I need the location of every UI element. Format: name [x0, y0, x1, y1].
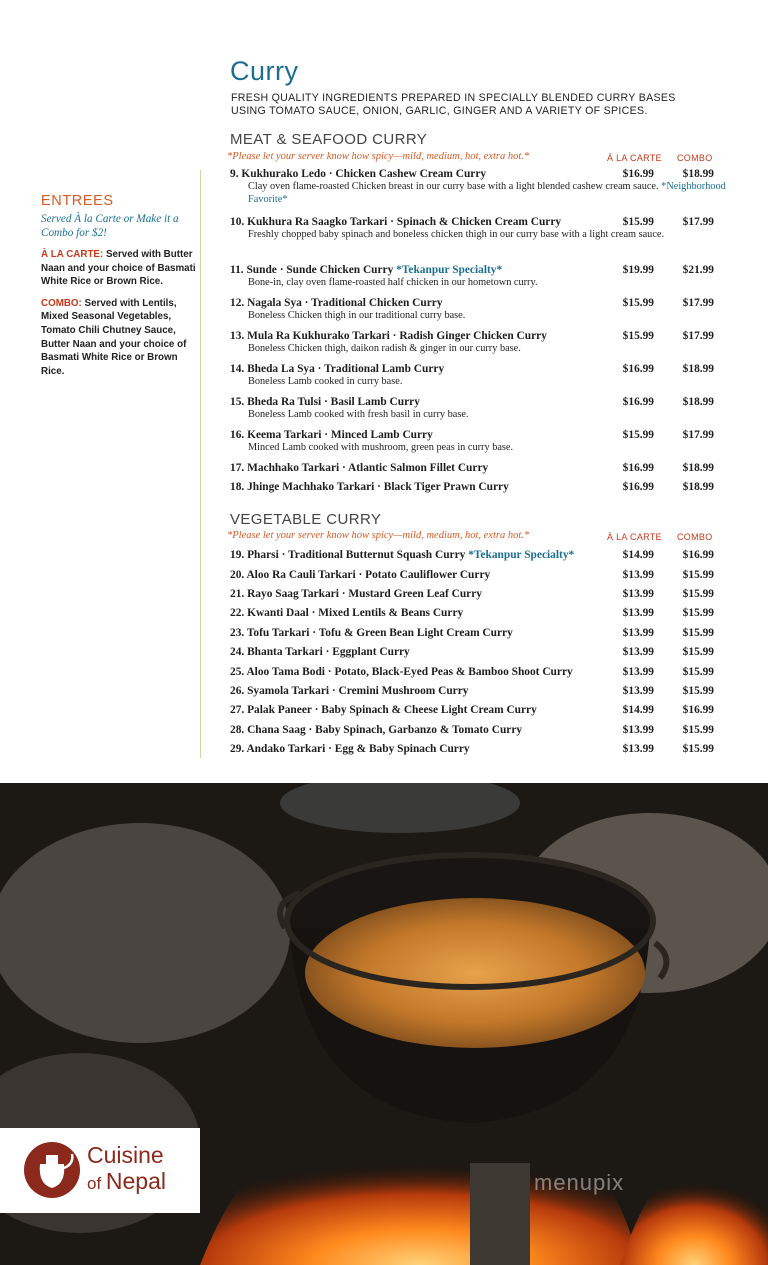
alacarte-info [41, 248, 196, 289]
item-name [230, 481, 730, 493]
item-name [230, 330, 730, 342]
item-description [230, 342, 730, 355]
logo-text [87, 1142, 166, 1197]
item-name-text: 12. Nagala Sya · Traditional Chicken Curry [230, 297, 443, 309]
item-name-text: 25. Aloo Tama Bodi · Potato, Black-Eyed Peas & Bamboo Shoot Curry [230, 666, 573, 678]
item-name [230, 549, 730, 561]
item-price-combo: $17.99 [682, 297, 714, 309]
item-price-combo: $15.99 [682, 588, 714, 600]
entrees-sidebar [41, 193, 196, 378]
item-price-alacarte: $16.99 [622, 481, 654, 493]
item-description [230, 309, 730, 322]
item-price-alacarte: $15.99 [622, 216, 654, 228]
item-price-combo: $17.99 [682, 330, 714, 342]
menu-item [230, 216, 730, 241]
menu-item [230, 666, 730, 678]
alacarte-label: À LA CARTE: [41, 249, 104, 260]
item-price-combo: $21.99 [682, 264, 714, 276]
menu-item [230, 724, 730, 736]
item-name [230, 363, 730, 375]
item-price-combo: $17.99 [682, 429, 714, 441]
item-name-text: 10. Kukhura Ra Saagko Tarkari · Spinach & Chicken Cream Curry [230, 216, 562, 228]
menu-item [230, 363, 730, 388]
item-price-combo: $16.99 [682, 704, 714, 716]
item-price-combo: $18.99 [682, 396, 714, 408]
item-description-text: Boneless Lamb cooked with fresh basil in curry base. [248, 409, 469, 420]
item-price-combo: $18.99 [682, 168, 714, 180]
item-price-alacarte: $13.99 [622, 627, 654, 639]
item-name-text: 22. Kwanti Daal · Mixed Lentils & Beans Curry [230, 607, 464, 619]
item-price-alacarte: $13.99 [622, 607, 654, 619]
item-name-text: 28. Chana Saag · Baby Spinach, Garbanzo & Tomato Curry [230, 724, 523, 736]
item-description [230, 441, 730, 454]
item-description [230, 408, 730, 421]
item-description [230, 375, 730, 388]
meat-section-heading: MEAT & SEAFOOD CURRY [230, 131, 428, 148]
item-name [230, 396, 730, 408]
item-price-alacarte: $19.99 [622, 264, 654, 276]
item-specialty-tag: *Tekanpur Specialty* [465, 549, 575, 561]
item-price-alacarte: $16.99 [622, 168, 654, 180]
item-price-alacarte: $13.99 [622, 743, 654, 755]
logo-line1: Cuisine [87, 1142, 164, 1168]
logo-of: of [87, 1174, 106, 1193]
item-name-text: 16. Keema Tarkari · Minced Lamb Curry [230, 429, 433, 441]
item-name [230, 627, 730, 639]
item-specialty-tag: *Tekanpur Specialty* [393, 264, 503, 276]
item-description [230, 180, 730, 207]
item-name-text: 14. Bheda La Sya · Traditional Lamb Curry [230, 363, 445, 375]
item-name-text: 19. Pharsi · Traditional Butternut Squash Curry [230, 549, 466, 561]
item-price-combo: $16.99 [682, 549, 714, 561]
item-name-text: 20. Aloo Ra Cauli Tarkari · Potato Cauliflower Curry [230, 569, 491, 581]
item-name [230, 588, 730, 600]
menu-item [230, 549, 730, 561]
item-price-combo: $18.99 [682, 481, 714, 493]
item-description [230, 276, 730, 289]
item-name [230, 429, 730, 441]
item-name-text: 17. Machhako Tarkari · Atlantic Salmon Fillet Curry [230, 462, 489, 474]
item-price-combo: $15.99 [682, 666, 714, 678]
item-price-alacarte: $14.99 [622, 704, 654, 716]
item-description-text: Bone-in, clay oven flame-roasted half chicken in our hometown curry. [248, 277, 538, 288]
item-name [230, 743, 730, 755]
meat-col-combo: COMBO [677, 153, 713, 163]
item-price-alacarte: $15.99 [622, 429, 654, 441]
item-price-alacarte: $13.99 [622, 646, 654, 658]
menu-item [230, 168, 730, 207]
page-subtitle: FRESH QUALITY INGREDIENTS PREPARED IN SPECIALLY BLENDED CURRY BASES USING TOMATO SAUCE, ONION, GARLIC, GINGER AND A VARIETY OF SPICES. [231, 92, 676, 117]
meat-col-alacarte: À LA CARTE [607, 153, 662, 163]
item-price-alacarte: $13.99 [622, 724, 654, 736]
item-price-alacarte: $15.99 [622, 330, 654, 342]
item-description-text: Minced Lamb cooked with mushroom, green peas in curry base. [248, 442, 514, 453]
menu-item [230, 297, 730, 322]
menu-item [230, 685, 730, 697]
item-price-combo: $15.99 [682, 724, 714, 736]
divider-line [200, 170, 201, 758]
item-description [230, 228, 730, 241]
item-name [230, 569, 730, 581]
item-name-text: 13. Mula Ra Kukhurako Tarkari · Radish Ginger Chicken Curry [230, 330, 547, 342]
page-title: Curry [230, 56, 299, 86]
menu-item [230, 627, 730, 639]
item-price-alacarte: $15.99 [622, 297, 654, 309]
item-name-text: 9. Kukhurako Ledo · Chicken Cashew Cream Curry [230, 168, 487, 180]
item-price-combo: $17.99 [682, 216, 714, 228]
item-price-alacarte: $14.99 [622, 549, 654, 561]
item-description-text: Boneless Chicken thigh, daikon radish & ginger in our curry base. [248, 343, 521, 354]
item-description-text: Freshly chopped baby spinach and boneless chicken thigh in our curry base with a light cream sauce. [248, 229, 665, 240]
item-name [230, 685, 730, 697]
menu-item [230, 330, 730, 355]
item-name-text: 11. Sunde · Sunde Chicken Curry [230, 264, 394, 276]
item-name-text: 23. Tofu Tarkari · Tofu & Green Bean Light Cream Curry [230, 627, 513, 639]
veg-spice-note: *Please let your server know how spicy—mild, medium, hot, extra hot.* [227, 530, 530, 541]
menu-item [230, 396, 730, 421]
logo-pot-icon [22, 1140, 82, 1200]
item-price-combo: $15.99 [682, 743, 714, 755]
item-price-alacarte: $16.99 [622, 396, 654, 408]
menu-item [230, 264, 730, 289]
item-name-text: 18. Jhinge Machhako Tarkari · Black Tiger Prawn Curry [230, 481, 509, 493]
item-price-alacarte: $13.99 [622, 685, 654, 697]
item-name-text: 27. Palak Paneer · Baby Spinach & Cheese Light Cream Curry [230, 704, 537, 716]
item-price-combo: $15.99 [682, 627, 714, 639]
entrees-heading: ENTREES [41, 193, 114, 209]
menu-item [230, 646, 730, 658]
item-name [230, 297, 730, 309]
menu-item [230, 607, 730, 619]
veg-section-heading: VEGETABLE CURRY [230, 511, 382, 528]
menupix-watermark: menupix [534, 1170, 625, 1195]
item-price-combo: $18.99 [682, 363, 714, 375]
item-favorite-tag: *Neighborhood Favorite* [248, 181, 726, 206]
item-name-text: 29. Andako Tarkari · Egg & Baby Spinach Curry [230, 743, 470, 755]
item-name [230, 666, 730, 678]
menu-item [230, 588, 730, 600]
menu-item [230, 743, 730, 755]
item-price-alacarte: $16.99 [622, 462, 654, 474]
item-price-alacarte: $13.99 [622, 569, 654, 581]
item-description-text: Boneless Chicken thigh in our traditional curry base. [248, 310, 466, 321]
item-price-alacarte: $13.99 [622, 588, 654, 600]
item-name-text: 15. Bheda Ra Tulsi · Basil Lamb Curry [230, 396, 420, 408]
menu-item [230, 704, 730, 716]
cuisine-of-nepal-logo [0, 1128, 200, 1213]
item-name [230, 646, 730, 658]
item-name [230, 264, 730, 276]
veg-col-combo: COMBO [677, 532, 713, 542]
combo-info [41, 297, 196, 379]
meat-spice-note: *Please let your server know how spicy—mild, medium, hot, extra hot.* [227, 151, 530, 162]
entrees-intro: Served À la Carte or Make it a Combo for $2! [41, 213, 179, 239]
item-price-alacarte: $16.99 [622, 363, 654, 375]
item-name [230, 704, 730, 716]
item-price-combo: $15.99 [682, 569, 714, 581]
item-name-text: 26. Syamola Tarkari · Cremini Mushroom Curry [230, 685, 469, 697]
combo-text: Served with Lentils, Mixed Seasonal Vegetables, Tomato Chili Chutney Sauce, Butter Naan and your choice of Basmati White Rice or Brown Rice. [41, 297, 187, 377]
item-name [230, 607, 730, 619]
menu-item [230, 462, 730, 474]
item-name-text: 21. Rayo Saag Tarkari · Mustard Green Leaf Curry [230, 588, 482, 600]
item-price-combo: $15.99 [682, 607, 714, 619]
menu-item [230, 429, 730, 454]
item-price-alacarte: $13.99 [622, 666, 654, 678]
item-price-combo: $15.99 [682, 646, 714, 658]
combo-label: COMBO: [41, 297, 82, 309]
item-description-text: Clay oven flame-roasted Chicken breast in our curry base with a light blended cashew cream sauce. [248, 181, 659, 192]
alacarte-text: Served with Butter Naan and your choice of Basmati White Rice or Brown Rice. [41, 249, 196, 288]
item-price-combo: $15.99 [682, 685, 714, 697]
item-name [230, 168, 730, 180]
item-name-text: 24. Bhanta Tarkari · Eggplant Curry [230, 646, 410, 658]
item-name [230, 216, 730, 228]
logo-nepal: Nepal [105, 1168, 167, 1194]
item-name [230, 462, 730, 474]
item-price-combo: $18.99 [682, 462, 714, 474]
menu-item [230, 481, 730, 493]
menu-item [230, 569, 730, 581]
veg-col-alacarte: À LA CARTE [607, 532, 662, 542]
item-description-text: Boneless Lamb cooked in curry base. [248, 376, 403, 387]
item-name [230, 724, 730, 736]
